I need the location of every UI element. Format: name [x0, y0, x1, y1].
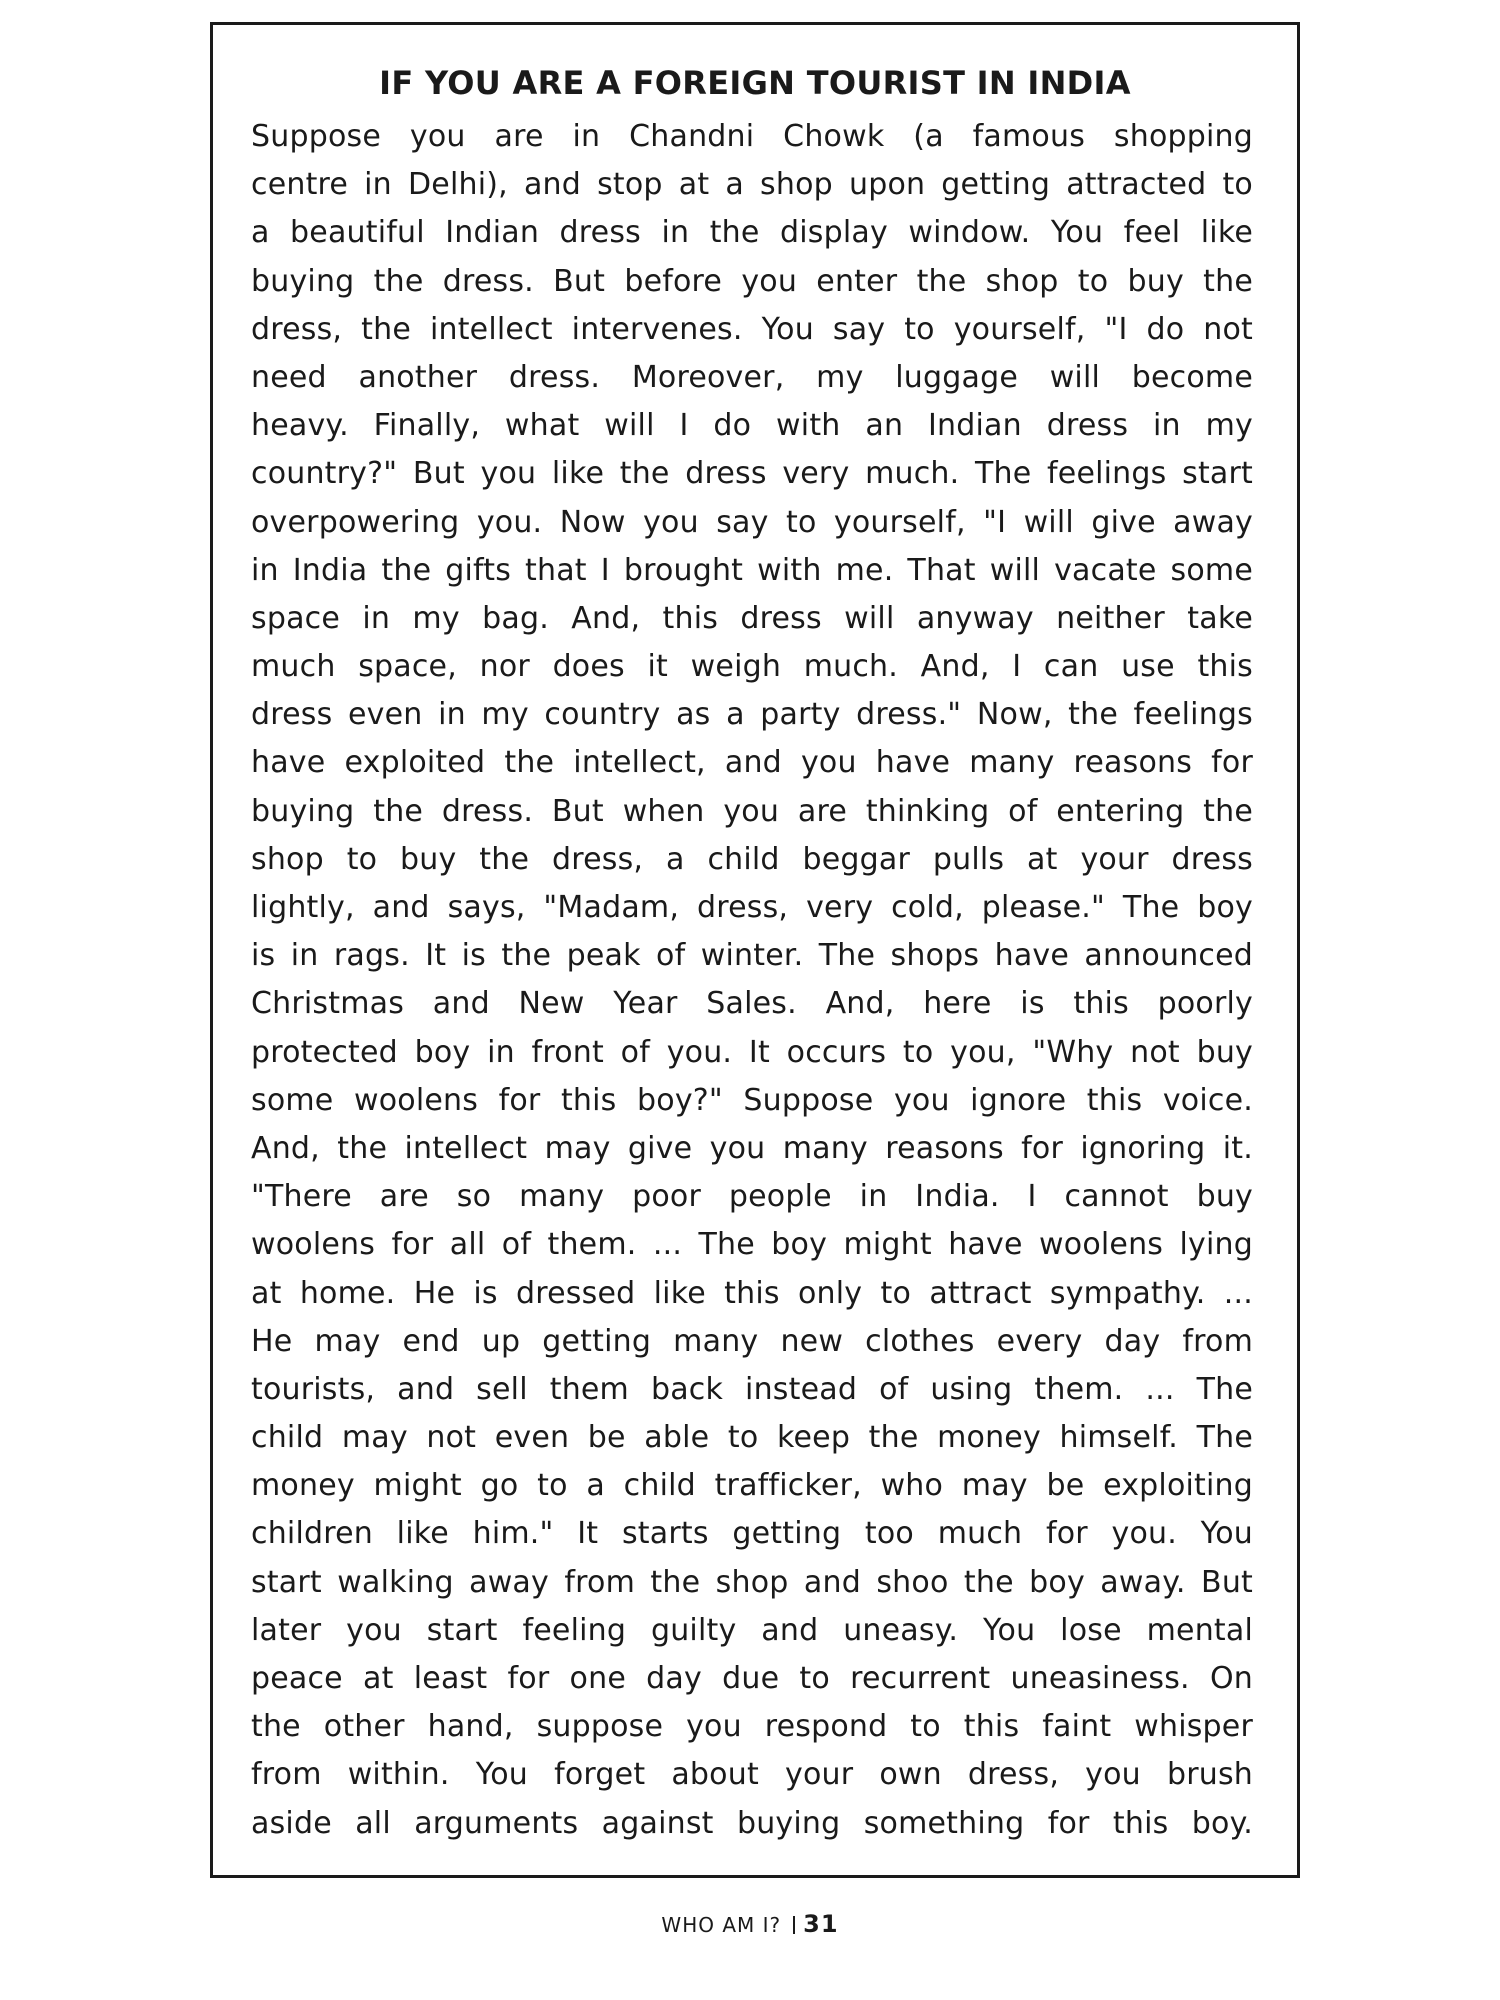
text-line: tourists, and sell them back instead of using them. ... The — [251, 1371, 1253, 1407]
text-line: protected boy in front of you. It occurs to you, "Why not buy — [251, 1034, 1253, 1070]
text-line: He may end up getting many new clothes every day from — [251, 1323, 1253, 1359]
book-title: WHO AM I? — [661, 1913, 782, 1937]
text-line: buying the dress. But before you enter the shop to buy the — [251, 263, 1253, 299]
text-line: children like him." It starts getting too much for you. You — [251, 1516, 1253, 1552]
text-line: dress even in my country as a party dress." Now, the feelings — [251, 697, 1253, 733]
page-footer — [0, 1910, 1500, 1938]
text-line: space in my bag. And, this dress will anyway neither take — [251, 600, 1253, 636]
text-line: the other hand, suppose you respond to this faint whisper — [251, 1709, 1253, 1745]
text-line: shop to buy the dress, a child beggar pulls at your dress — [251, 841, 1253, 877]
text-line: dress, the intellect intervenes. You say to yourself, "I do not — [251, 311, 1253, 347]
text-line: some woolens for this boy?" Suppose you ignore this voice. — [251, 1082, 1253, 1118]
text-box — [210, 22, 1300, 1878]
text-line: aside all arguments against buying something for this boy. — [251, 1805, 1253, 1841]
footer-divider — [793, 1916, 795, 1934]
text-line: centre in Delhi), and stop at a shop upon getting attracted to — [251, 167, 1253, 203]
text-line: later you start feeling guilty and uneasy. You lose mental — [251, 1612, 1253, 1648]
page-number: 31 — [803, 1910, 839, 1938]
text-line: "There are so many poor people in India. I cannot buy — [251, 1179, 1253, 1215]
text-line: And, the intellect may give you many reasons for ignoring it. — [251, 1130, 1253, 1166]
text-line: from within. You forget about your own dress, you brush — [251, 1757, 1253, 1793]
text-line: heavy. Finally, what will I do with an Indian dress in my — [251, 408, 1253, 444]
text-line: a beautiful Indian dress in the display window. You feel like — [251, 215, 1253, 251]
text-line: Christmas and New Year Sales. And, here is this poorly — [251, 986, 1253, 1022]
text-line: buying the dress. But when you are thinking of entering the — [251, 793, 1253, 829]
text-line: child may not even be able to keep the money himself. The — [251, 1420, 1253, 1456]
text-line: need another dress. Moreover, my luggage will become — [251, 359, 1253, 395]
text-line: much space, nor does it weigh much. And, I can use this — [251, 649, 1253, 685]
text-line: money might go to a child trafficker, who may be exploiting — [251, 1468, 1253, 1504]
text-line: in India the gifts that I brought with me. That will vacate some — [251, 552, 1253, 588]
box-title: IF YOU ARE A FOREIGN TOURIST IN INDIA — [379, 64, 1131, 102]
text-line: at home. He is dressed like this only to attract sympathy. ... — [251, 1275, 1253, 1311]
text-line: lightly, and says, "Madam, dress, very cold, please." The boy — [251, 890, 1253, 925]
text-line: country?" But you like the dress very much. The feelings start — [251, 456, 1253, 492]
text-line: woolens for all of them. ... The boy might have woolens lying — [251, 1227, 1253, 1263]
text-line: overpowering you. Now you say to yourself, "I will give away — [251, 504, 1253, 540]
text-line: is in rags. It is the peak of winter. The shops have announced — [251, 938, 1253, 974]
text-line: peace at least for one day due to recurrent uneasiness. On — [251, 1661, 1253, 1696]
body-text — [251, 113, 1253, 1848]
text-line: have exploited the intellect, and you have many reasons for — [251, 745, 1253, 781]
text-line: start walking away from the shop and shoo the boy away. But — [251, 1564, 1253, 1600]
text-line: Suppose you are in Chandni Chowk (a famous shopping — [251, 119, 1253, 154]
